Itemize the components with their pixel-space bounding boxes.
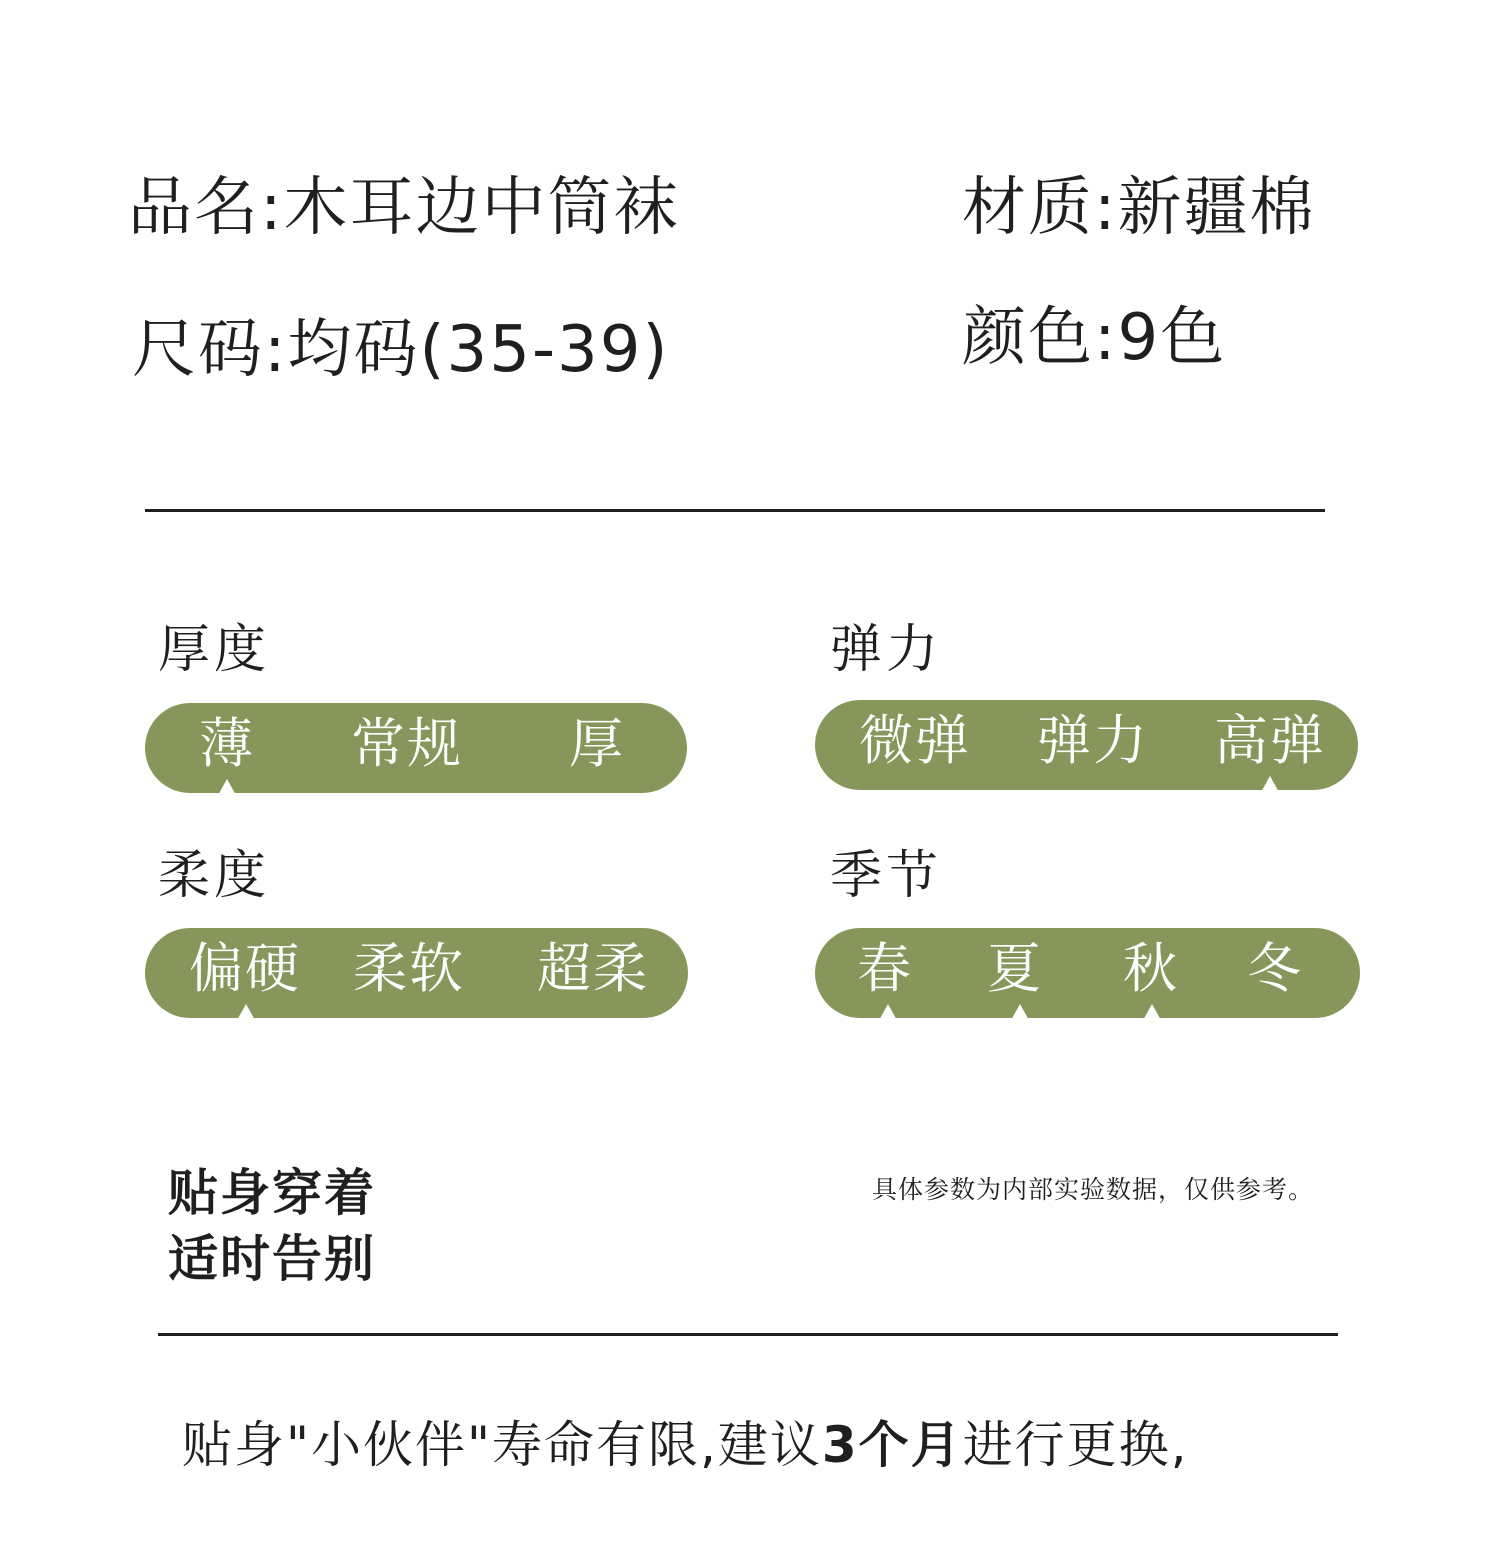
elasticity-option-high: 高弹	[1214, 709, 1326, 772]
season-selected-marker-autumn	[1142, 1004, 1162, 1022]
material: 材质:新疆棉	[962, 171, 1316, 245]
season-scale	[815, 928, 1360, 1018]
thickness-scale	[145, 703, 687, 793]
product-name: 品名:木耳边中筒袜	[128, 171, 680, 245]
care-heading	[168, 1160, 376, 1292]
season-option-summer: 夏	[987, 937, 1043, 1000]
softness-option-soft: 柔软	[353, 937, 465, 1000]
thickness-option-regular: 常规	[351, 712, 463, 775]
thickness-label: 厚度	[158, 620, 271, 680]
season-option-spring: 春	[857, 937, 913, 1000]
replacement-advice	[182, 1405, 1189, 1477]
elasticity-selected-marker	[1260, 776, 1280, 794]
softness-selected-marker	[236, 1004, 256, 1022]
care-heading-line-1: 贴身穿着	[168, 1164, 376, 1222]
color-count: 颜色:9色	[962, 301, 1227, 375]
thickness-selected-marker	[217, 779, 237, 797]
elasticity-scale	[815, 700, 1358, 790]
season-label: 季节	[830, 846, 943, 906]
divider-bottom	[158, 1333, 1338, 1336]
replacement-period: 3个月	[821, 1416, 963, 1474]
thickness-option-thick: 厚	[569, 712, 625, 775]
season-option-autumn: 秋	[1123, 937, 1179, 1000]
season-option-winter: 冬	[1247, 937, 1303, 1000]
elasticity-label: 弹力	[830, 620, 943, 680]
softness-label: 柔度	[158, 846, 271, 906]
size: 尺码:均码(35-39)	[132, 313, 670, 387]
season-selected-marker-summer	[1010, 1004, 1030, 1022]
disclaimer-note: 具体参数为内部实验数据，仅供参考。	[872, 1175, 1315, 1204]
divider-top	[145, 509, 1325, 512]
thickness-option-thin: 薄	[199, 712, 255, 775]
season-selected-marker-spring	[878, 1004, 898, 1022]
replacement-advice-lead: 贴身"小伙伴"寿命有限,建议	[182, 1416, 822, 1474]
elasticity-option-slight: 微弹	[859, 709, 971, 772]
elasticity-option-medium: 弹力	[1037, 709, 1149, 772]
care-heading-line-2: 适时告别	[168, 1230, 376, 1288]
softness-scale	[145, 928, 688, 1018]
softness-option-extra-soft: 超柔	[537, 937, 649, 1000]
softness-option-firm: 偏硬	[189, 937, 301, 1000]
replacement-advice-tail: 进行更换,	[962, 1416, 1189, 1474]
